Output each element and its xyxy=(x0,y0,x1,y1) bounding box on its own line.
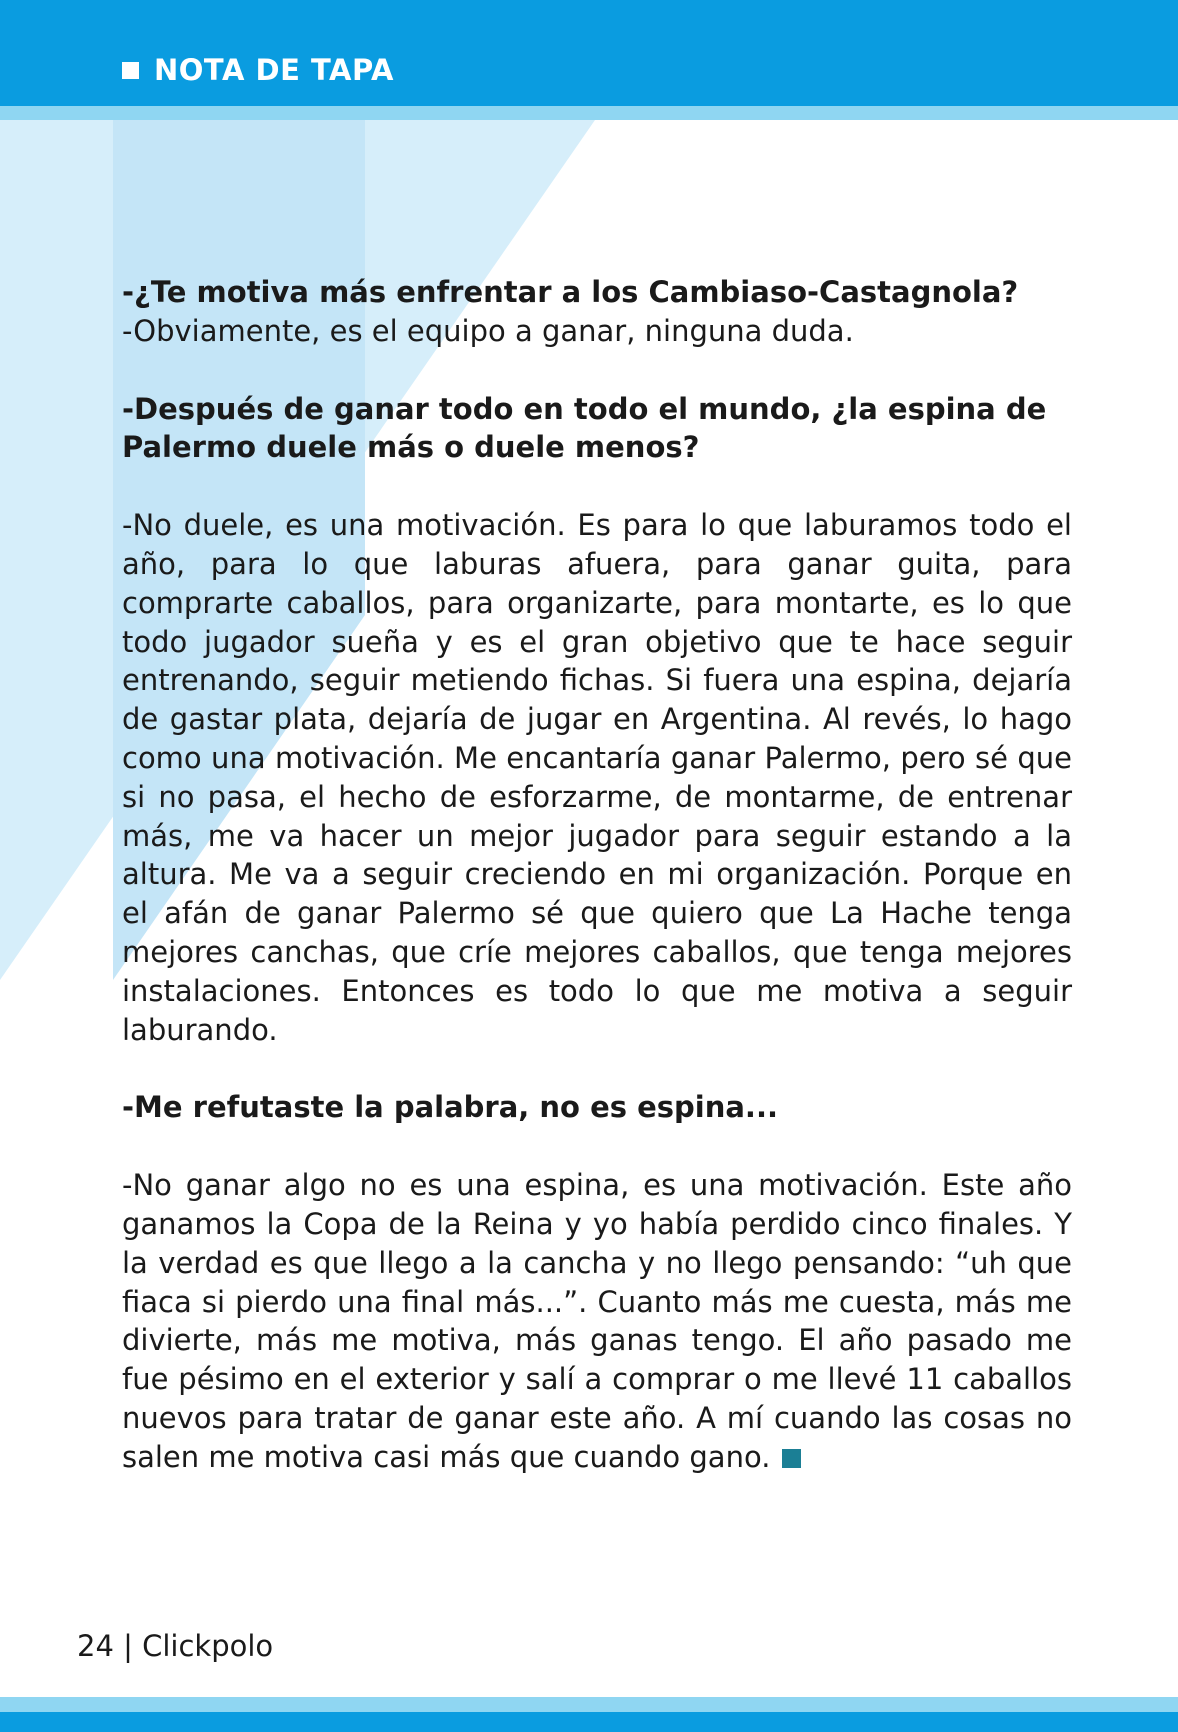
page-number: 24 xyxy=(77,1629,114,1663)
question-3: -Me refutaste la palabra, no es espina... xyxy=(122,1090,778,1125)
page-footer xyxy=(77,1628,273,1664)
section-square-icon xyxy=(122,62,139,79)
answer-1: -Obviamente, es el equipo a ganar, ninguna duda. xyxy=(122,313,854,348)
header-stripe xyxy=(0,106,1178,120)
article-body xyxy=(122,273,1072,1477)
section-label: NOTA DE TAPA xyxy=(154,53,394,87)
end-of-article-square-icon xyxy=(782,1449,801,1468)
footer-bar xyxy=(0,1712,1178,1732)
answer-2: -No duele, es una motivación. Es para lo que laburamos todo el año, para lo que laburas afuera, para ganar guita, para comprarte caballos, para organizarte, para montarte, es lo que todo jugador sueña y es el gran objetivo que te hace seguir entrenando, seguir metiendo fichas. Si fuera una espina, dejaría de gastar plata, dejaría de jugar en Argentina. Al revés, lo hago como una motivación. Me encantaría ganar Palermo, pero sé que si no pasa, el hecho de esforzarme, de montarme, de entrenar más, me va hacer un mejor jugador para seguir estando a la altura. Me va a seguir creciendo en mi organización. Porque en el afán de ganar Palermo sé que quiero que La Hache tenga mejores canchas, que críe mejores caballos, que tenga mejores instalaciones. Entonces es todo lo que me motiva a seguir laburando. xyxy=(122,508,1072,1047)
question-2: -Después de ganar todo en todo el mundo, ¿la espina de Palermo duele más o duele menos? xyxy=(122,391,1047,465)
question-1: -¿Te motiva más enfrentar a los Cambiaso-Castagnola? xyxy=(122,275,1019,309)
answer-3-block xyxy=(122,1166,1072,1476)
footer-separator: | xyxy=(123,1629,133,1663)
footer-stripe xyxy=(0,1697,1178,1712)
answer-3: -No ganar algo no es una espina, es una motivación. Este año ganamos la Copa de la Reina y yo había perdido cinco finales. Y la verdad es que llego a la cancha y no llego pensando: “uh que fiaca si pierdo una final más...”. Cuanto más me cuesta, más me divierte, más me motiva, más ganas tengo. El año pasado me fue pésimo en el exterior y salí a comprar o me llevé 11 caballos nuevos para tratar de ganar este año. A mí cuando las cosas no salen me motiva casi más que cuando gano. xyxy=(122,1168,1072,1474)
publication-name: Clickpolo xyxy=(142,1629,274,1663)
